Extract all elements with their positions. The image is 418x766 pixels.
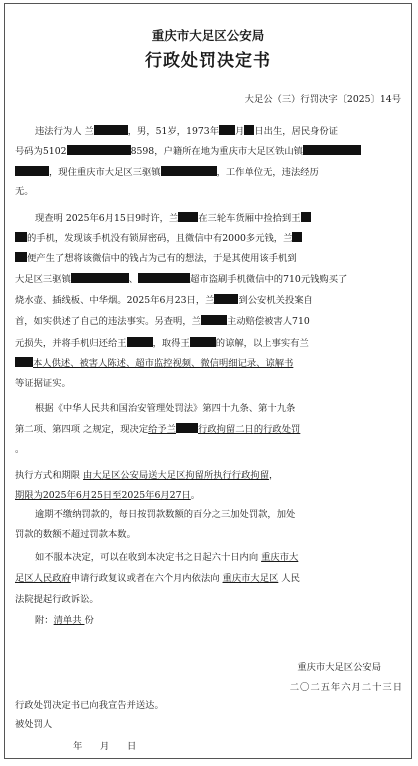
document-title: 行政处罚决定书: [145, 51, 271, 71]
redaction: [219, 125, 235, 135]
redaction: [176, 423, 198, 433]
legal-line-3: 。: [15, 444, 25, 455]
facts-line-2: 的手机，发现该手机没有锁屏密码，且微信中有2000多元钱，兰: [15, 232, 302, 245]
recipient-label: 被处罚人: [15, 719, 53, 730]
redaction: [161, 166, 217, 176]
redaction: [214, 294, 238, 304]
redaction: [301, 212, 311, 222]
execution-line-2: 期限为2025年6月25日至2025年6月27日。: [15, 490, 201, 501]
redaction: [178, 212, 198, 222]
redaction: [201, 315, 227, 325]
redaction: [15, 252, 27, 262]
delivery-statement: 行政处罚决定书已向我宣告并送达。: [15, 700, 164, 711]
redaction: [71, 273, 129, 283]
redaction: [190, 337, 216, 347]
redaction: [244, 125, 254, 135]
facts-line-3: 便产生了想将该微信中的钱占为己有的想法，于是其使用该手机到: [15, 252, 297, 265]
recipient-date-blank: 年 月 日: [73, 741, 137, 752]
facts-line-4: 大足区三驱镇 、 超市盗刷手机微信中的710元钱购买了: [15, 274, 348, 285]
facts-line-5: 烧水壶、插线板、中华烟。2025年6月23日，兰 到公安机关投案自: [15, 295, 313, 306]
redaction: [15, 232, 27, 242]
redaction: [127, 337, 153, 347]
party-line-3: ，现住重庆市大足区三驱镇 ，工作单位无，违法经历: [15, 166, 319, 179]
facts-line-1: 现查明 2025年6月15日9时许，兰 在三轮车货厢中捡拾到王: [35, 212, 311, 225]
party-line-2: 号码为5102 8598，户籍所在地为重庆市大足区铁山镇: [15, 145, 361, 158]
facts-line-7: 元损失，并将手机归还给王 ，取得王 的谅解，以上事实有兰: [15, 338, 309, 349]
appeal-line-1: 如不服本决定，可以在收到本决定书之日起六十日内向 重庆市大: [35, 552, 299, 563]
overdue-line-1: 逾期不缴纳罚款的，每日按罚款数额的百分之三加处罚款，加处: [35, 509, 296, 520]
party-line-1: 违法行为人 兰 ，男，51岁，1973年 月 日出生，居民身份证: [35, 126, 339, 137]
redaction: [15, 357, 33, 367]
legal-line-2: 第二项、第四项 之规定，现决定给予兰 行政拘留二日的行政处罚: [15, 424, 301, 435]
facts-line-8: 本人供述、被害人陈述、超市监控视频、微信明细记录、谅解书: [15, 357, 293, 370]
decision-document: [4, 3, 412, 759]
signature-agency: 重庆市大足区公安局: [297, 662, 381, 673]
document-number: 大足公（三）行罚决字〔2025〕14号: [244, 94, 401, 105]
execution-line-1: 执行方式和期限 由大足区公安局送大足区拘留所执行行政拘留，: [15, 470, 279, 481]
agency-title: 重庆市大足区公安局: [151, 28, 265, 43]
party-line-4: 无。: [15, 186, 34, 197]
legal-line-1: 根据《中华人民共和国治安管理处罚法》第四十九条、第十九条: [35, 403, 296, 414]
facts-line-9: 等证据证实。: [15, 378, 71, 389]
redaction: [67, 145, 131, 155]
facts-line-6: 首，如实供述了自己的违法事实。另查明，兰 主动赔偿被害人710: [15, 316, 310, 327]
appeal-line-2: 足区人民政府申请行政复议或者在六个月内依法向 重庆市大足区 人民: [15, 573, 300, 584]
attachment-line: 附：清单共 份: [35, 615, 94, 626]
redaction: [292, 232, 302, 242]
redaction: [303, 145, 361, 155]
redaction: [15, 166, 49, 176]
overdue-line-2: 罚款的数额不超过罚款本数。: [15, 529, 136, 540]
appeal-line-3: 法院提起行政诉讼。: [15, 594, 99, 605]
redaction: [94, 125, 128, 135]
signature-date: 二〇二五年六月二十三日: [289, 682, 403, 693]
redaction: [138, 273, 190, 283]
